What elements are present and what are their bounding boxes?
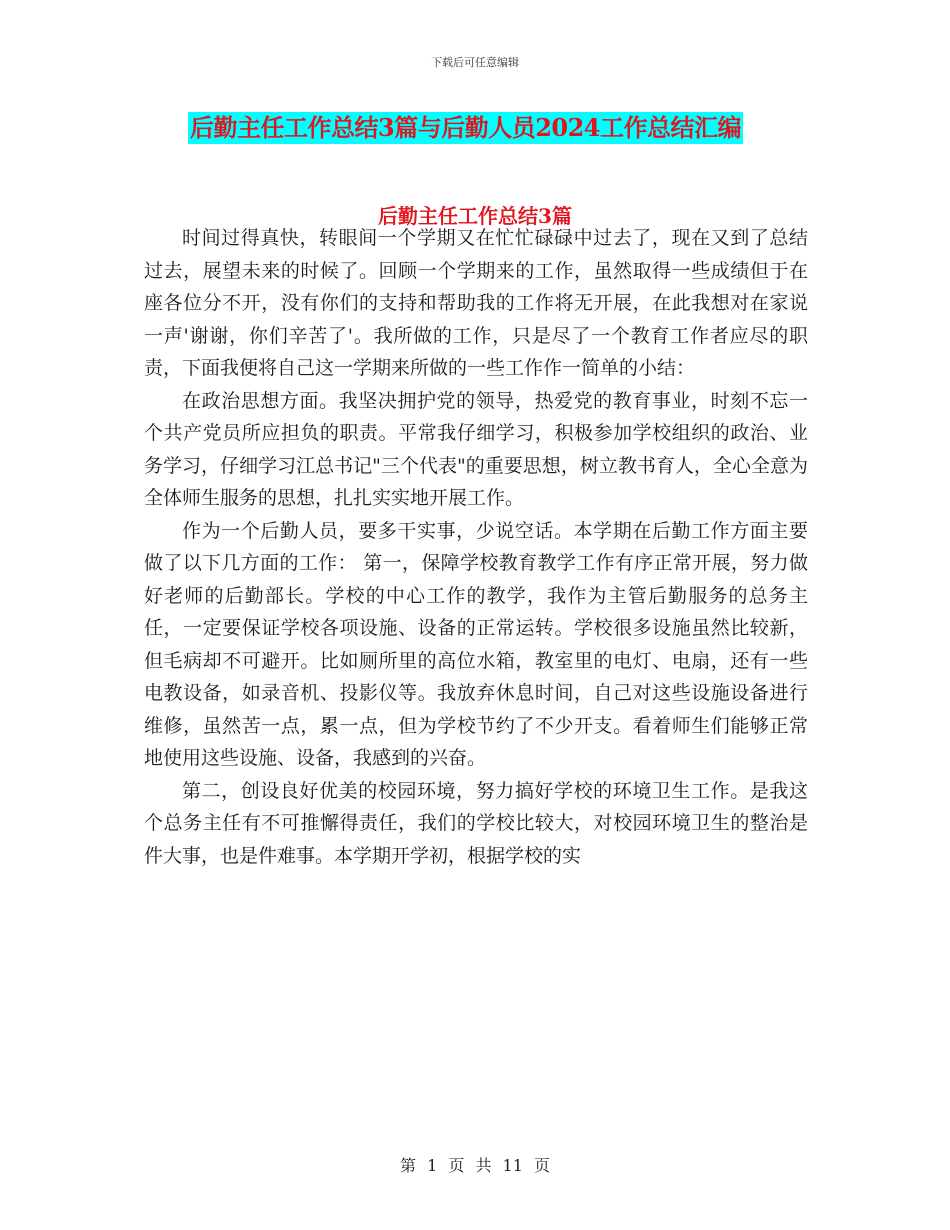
section-title: 后勤主任工作总结3篇 [378, 204, 572, 228]
paragraph: 在政治思想方面。我坚决拥护党的领导，热爱党的教育事业，时刻不忘一个共产党员所应担负的职责。平常我仔细学习，积极参加学校组织的政治、业务学习，仔细学习江总书记"三个代表"的重要思想，树立教书育人，全心全意为全体师生服务的思想，扎扎实实地开展工作。 [144, 389, 808, 509]
page-footer: 第 1 页 共 11 页 [400, 1156, 550, 1175]
document-title: 后勤主任工作总结3篇与后勤人员2024工作总结汇编 [190, 113, 741, 142]
paragraph: 作为一个后勤人员，要多干实事，少说空话。本学期在后勤工作方面主要做了以下几方面的工作： 第一，保障学校教育教学工作有序正常开展，努力做好老师的后勤部长。学校的中心工作的教学，我作为主管后勤服务的总务主任，一定要保证学校各项设施、设备的正常运转。学校很多设施虽然比较新，但毛病却不可避开。比如厕所里的高位水箱，教室里的电灯、电扇，还有一些电教设备，如录音机、投影仪等。我放弃休息时间，自己对这些设施设备进行维修，虽然苦一点，累一点，但为学校节约了不少开支。看着师生们能够正常地使用这些设施、设备，我感到的兴奋。 [144, 519, 808, 769]
paragraph: 第二，创设良好优美的校园环境，努力搞好学校的环境卫生工作。是我这个总务主任有不可推懈得责任，我们的学校比较大，对校园环境卫生的整治是件大事，也是件难事。本学期开学初，根据学校的实 [144, 779, 808, 867]
paragraph: 时间过得真快，转眼间一个学期又在忙忙碌碌中过去了，现在又到了总结过去，展望未来的时候了。回顾一个学期来的工作，虽然取得一些成绩但于在座各位分不开，没有你们的支持和帮助我的工作将无开展，在此我想对在家说一声'谢谢，你们辛苦了'。我所做的工作，只是尽了一个教育工作者应尽的职责，下面我便将自己这一学期来所做的一些工作作一简单的小结： [144, 227, 808, 379]
header-note: 下载后可任意编辑 [431, 56, 519, 69]
body-text [144, 222, 808, 872]
